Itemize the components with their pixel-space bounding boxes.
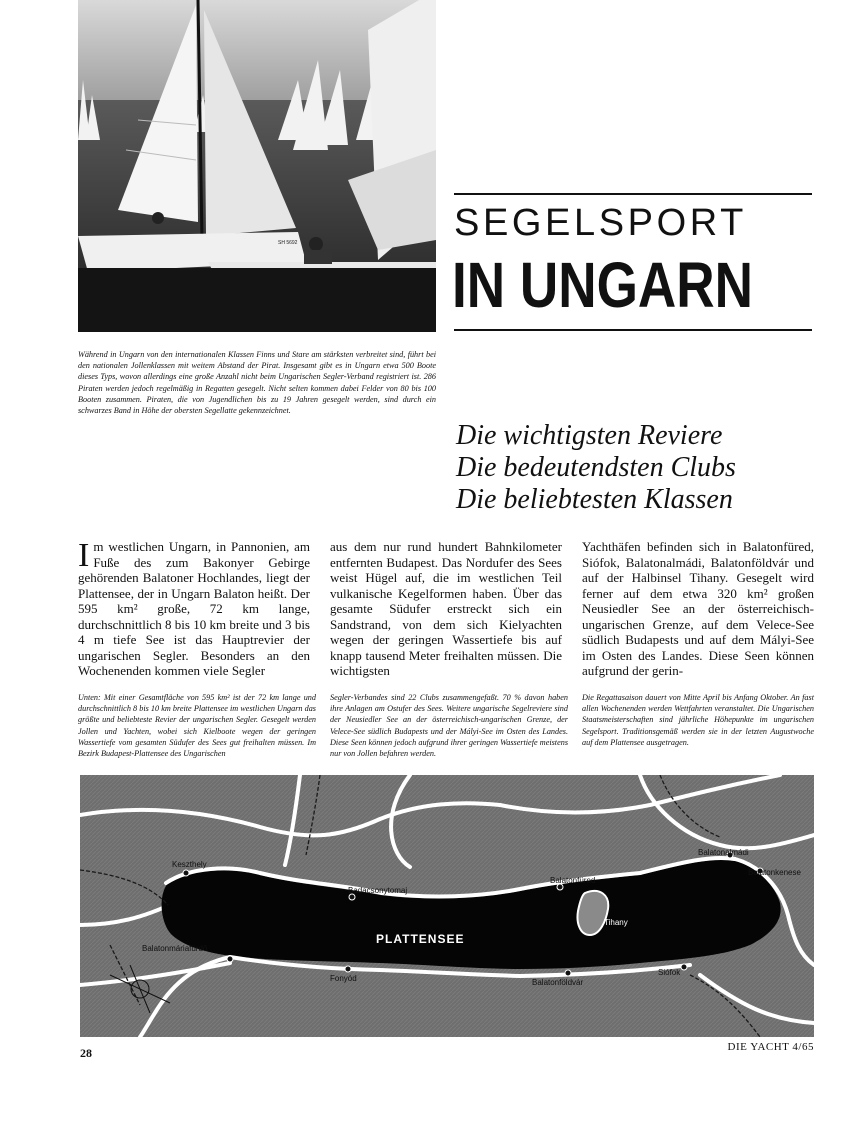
body-column-1 bbox=[78, 539, 310, 679]
body-column-2: aus dem nur rund hundert Bahnkilometer entfernten Budapest. Das Nordufer des Sees weist Hügel auf, die im westlichen Teil vulkanische Kegelformen haben. Über das gesamte Südufer erstreckt sich ein Sandstrand, von dem sich Kielyachten wegen der geringen Wassertiefe bis auf knapp tausend Meter freihalten müssen. Die wichtigsten bbox=[330, 539, 562, 678]
body-column-3: Yachthäfen befinden sich in Balatonfüred, Siófok, Balatonalmádi, Balatonföldvár und auf der Halbinsel Tihany. Gesegelt wird ferner auf dem etwa 320 km² großen Neusiedler See an der österreichisch-ungarischen Grenze, auf dem Velece-See südlich Budapests und auf dem Mályi-See im Osten des Landes. Diese Seen können aufgrund der gerin- bbox=[582, 539, 814, 678]
place-badacsonytomaj: Badacsonytomaj bbox=[348, 886, 408, 895]
lake-label: PLATTENSEE bbox=[376, 932, 465, 946]
headline-kicker: SEGELSPORT bbox=[454, 202, 747, 244]
place-keszthely: Keszthely bbox=[172, 860, 207, 869]
place-balatonkenese: Balatonkenese bbox=[748, 868, 801, 877]
place-balatonfoldvar: Balatonföldvár bbox=[532, 978, 584, 987]
map-graphic bbox=[80, 775, 814, 1037]
map-caption-1: Unten: Mit einer Gesamtfläche von 595 km² ist der 72 km lange und durchschnittlich 8 bis 10 km breite Plattensee im westlichen Ungarn das größte und beliebteste Revier der ungarischen Segler. Gesegelt werden Jollen und Yachten, wobei sich Kielboote wegen der geringen Wassertiefe vom gesamten Südufer des Sees gut freihalten müssen. Im Bezirk Budapest-Plattensee des Ungarischen bbox=[78, 693, 316, 759]
map-caption-2: Segler-Verbandes sind 22 Clubs zusammengefaßt. 70 % davon haben ihre Anlagen am Ostufer des Sees. Weitere ungarische Segelreviere sind der Neusiedler See an der österreichisch-ungarischen Grenze, der Velece-See südlich Budapests und der Mályi-See im Osten des Landes. Diese Seen können jedoch aufgrund ihrer geringen Wassertiefe meistens nur von Jollen befahren werden. bbox=[330, 693, 568, 759]
subheading-reviere: Die wichtigsten Reviere bbox=[456, 420, 723, 451]
drop-cap: I bbox=[78, 537, 90, 574]
subheading-clubs: Die bedeutendsten Clubs bbox=[456, 452, 736, 483]
headline-rule-top bbox=[454, 193, 812, 195]
magazine-issue: DIE YACHT 4/65 bbox=[727, 1041, 814, 1053]
sailing-photo bbox=[78, 0, 436, 332]
place-balatonfured: Balatonfüred bbox=[550, 876, 596, 885]
photo-caption: Während in Ungarn von den internationalen Klassen Finns und Stare am stärksten verbreitet sind, führt bei den nationalen Jollenklassen mit weitem Abstand der Pirat. Insgesamt gibt es in Ungarn etwa 500 Boote dieses Typs, wovon allerdings eine große Anzahl nicht beim Ungarischen Segler-Verband registriert ist. 286 Piraten werden jedoch regelmäßig in Regatten gesegelt. Nicht selten kommen dabei Felder von 80 bis 100 Booten zusammen. Piraten, die von Jugendlichen bis zu 19 Jahren gesegelt werden, sind durch ein schwarzes Band in Höhe der obersten Segellatte gekennzeichnet. bbox=[78, 350, 436, 416]
place-tihany: Tihany bbox=[604, 918, 628, 927]
subheadings bbox=[456, 420, 796, 516]
headline-title: IN UNGARN bbox=[452, 249, 754, 321]
sailing-photo-graphic bbox=[78, 0, 436, 332]
place-balatonalmadi: Balatonalmádi bbox=[698, 848, 749, 857]
subheading-klassen: Die beliebtesten Klassen bbox=[456, 484, 733, 515]
sail-number: SH 5692 bbox=[278, 240, 298, 246]
body-column-1-text: m westlichen Ungarn, in Pannonien, am Fuße des zum Bakonyer Gebirge gehörenden Balatoner Hochlandes, liegt der Plattensee, der in Ungarn Balaton heißt. Der 595 km² große, 72 km lange, durchschnittlich 8 bis 10 km breite und 3 bis 4 m tiefe See ist das Hauptrevier der ungarischen Segler. Besonders an den Wochenenden kommen viele Segler bbox=[78, 539, 310, 678]
headline-rule-bottom bbox=[454, 329, 812, 331]
place-fonyod: Fonyód bbox=[330, 974, 357, 983]
place-siofok: Siófok bbox=[658, 968, 681, 977]
lake-balaton-map bbox=[80, 775, 814, 1037]
place-balatonmariafurdo: Balatonmáriafürdő bbox=[142, 944, 208, 953]
page-number: 28 bbox=[80, 1046, 92, 1060]
map-caption-3: Die Regattasaison dauert von Mitte April bis Anfang Oktober. An fast allen Wochenenden werden Wettfahrten veranstaltet. Die Ungarischen Staatsmeisterschaften sind jährliche Höhepunkte im ungarischen Segelsport. Traditionsgemäß werden sie in der letzten Augustwoche auf dem Plattensee ausgetragen. bbox=[582, 693, 814, 747]
